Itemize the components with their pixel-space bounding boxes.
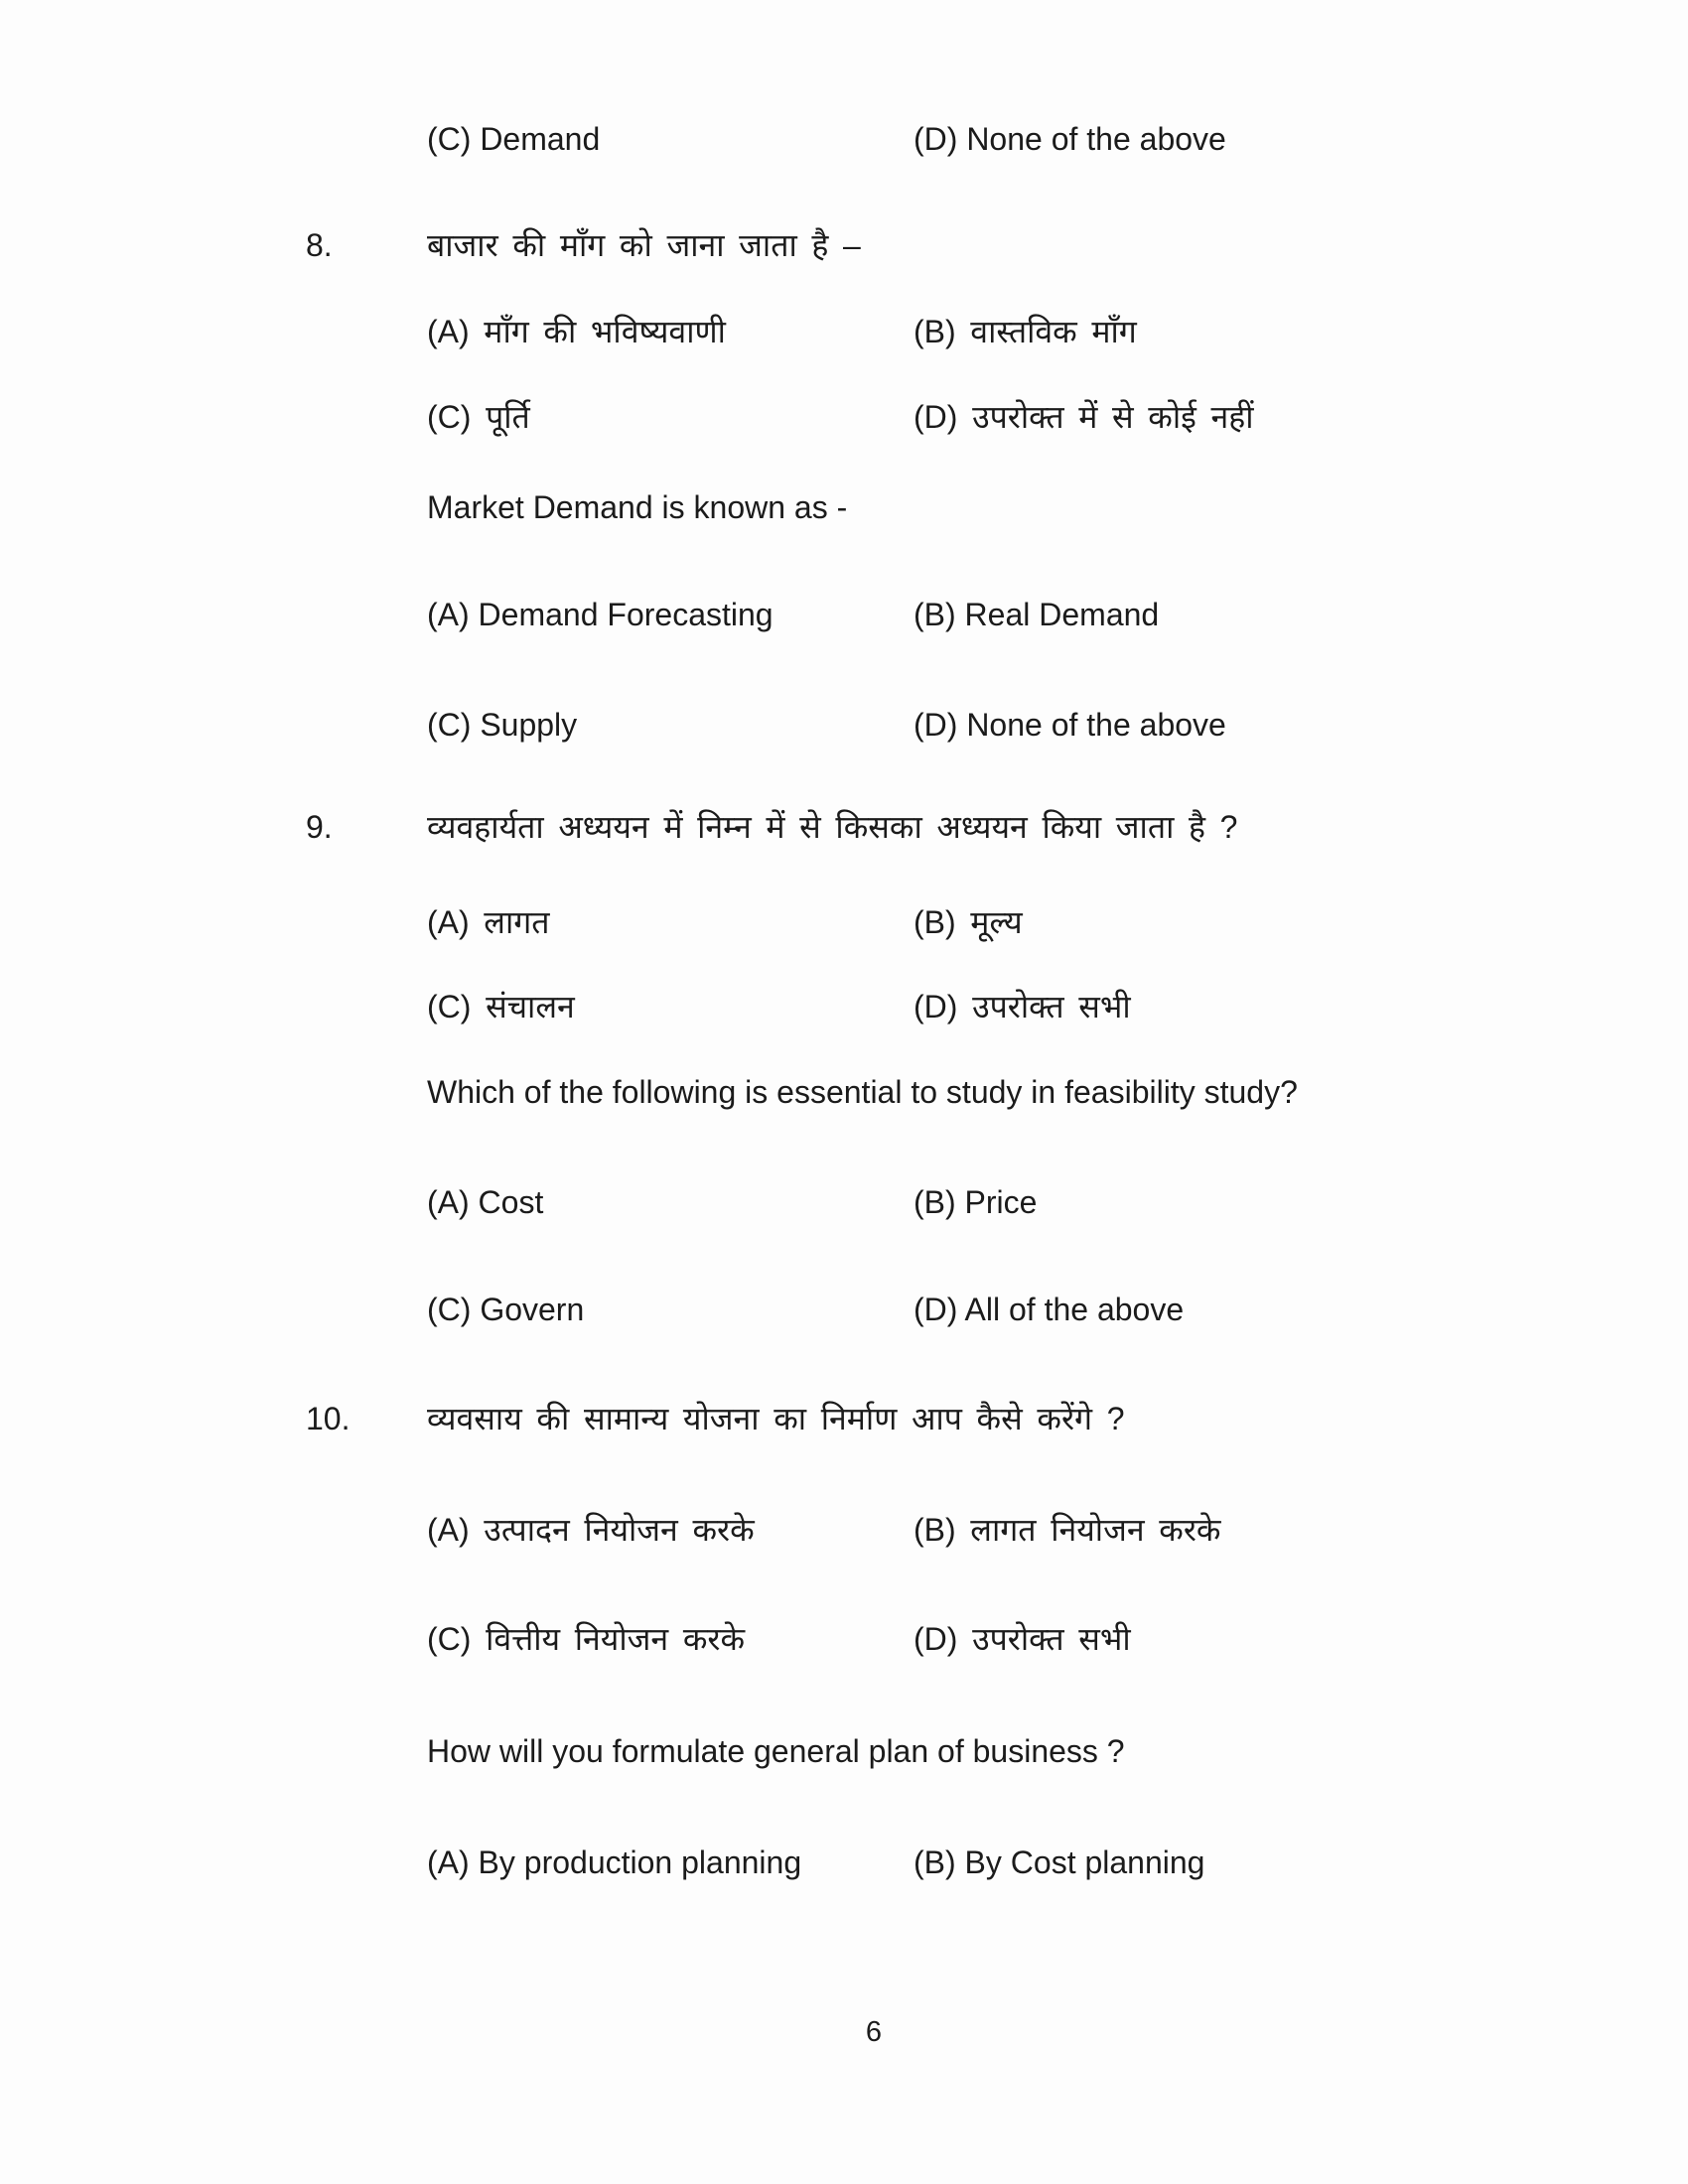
question-10-hindi-options-ab xyxy=(0,1510,1688,1554)
option-c: (C) Supply xyxy=(427,707,578,743)
question-text-english: Market Demand is known as - xyxy=(427,489,848,525)
question-text-english: How will you formulate general plan of business ? xyxy=(427,1733,1125,1769)
option-d: (D) उपरोक्त सभी xyxy=(914,989,1131,1024)
option-d: (D) उपरोक्त में से कोई नहीं xyxy=(914,399,1254,435)
option-d: (D) None of the above xyxy=(914,707,1226,743)
question-9-english-options-ab xyxy=(0,1182,1688,1226)
question-10-english xyxy=(0,1731,1688,1775)
option-c: (C) वित्तीय नियोजन करके xyxy=(427,1621,746,1657)
question-8-english xyxy=(0,487,1688,531)
question-8-hindi-options-cd xyxy=(0,397,1688,441)
question-8-english-options-cd xyxy=(0,705,1688,749)
option-b: (B) लागत नियोजन करके xyxy=(914,1512,1221,1548)
question-8-hindi xyxy=(0,225,1688,269)
question-9-hindi xyxy=(0,807,1688,851)
question-10-english-options-ab xyxy=(0,1843,1688,1886)
option-d: (D) None of the above xyxy=(914,121,1226,157)
option-c: (C) Demand xyxy=(427,121,601,157)
option-b: (B) मूल्य xyxy=(914,904,1023,940)
option-a: (A) माँग की भविष्यवाणी xyxy=(427,314,726,349)
question-number: 9. xyxy=(306,809,333,845)
question-text-hindi: व्यवहार्यता अध्ययन में निम्न में से किसका अध्ययन किया जाता है ? xyxy=(427,809,1238,845)
option-b: (B) By Cost planning xyxy=(914,1844,1205,1880)
question-number: 8. xyxy=(306,227,333,263)
option-a: (A) Demand Forecasting xyxy=(427,597,774,632)
option-a: (A) लागत xyxy=(427,904,550,940)
page-number: 6 xyxy=(865,2016,883,2048)
carryover-options-row xyxy=(0,119,1688,163)
option-c: (C) संचालन xyxy=(427,989,575,1024)
question-9-hindi-options-cd xyxy=(0,987,1688,1030)
option-a: (A) Cost xyxy=(427,1184,544,1220)
option-c: (C) पूर्ति xyxy=(427,399,530,435)
option-b: (B) Price xyxy=(914,1184,1038,1220)
option-c: (C) Govern xyxy=(427,1292,585,1327)
option-b: (B) वास्तविक माँग xyxy=(914,314,1137,349)
question-9-english-options-cd xyxy=(0,1290,1688,1333)
option-b: (B) Real Demand xyxy=(914,597,1160,632)
question-text-english: Which of the following is essential to study in feasibility study? xyxy=(427,1074,1298,1110)
question-8-english-options-ab xyxy=(0,595,1688,638)
option-d: (D) उपरोक्त सभी xyxy=(914,1621,1131,1657)
question-text-hindi: व्यवसाय की सामान्य योजना का निर्माण आप कैसे करेंगे ? xyxy=(427,1401,1125,1436)
option-d: (D) All of the above xyxy=(914,1292,1185,1327)
question-9-english xyxy=(0,1072,1688,1116)
question-number: 10. xyxy=(306,1401,351,1436)
option-a: (A) उत्पादन नियोजन करके xyxy=(427,1512,755,1548)
question-10-hindi-options-cd xyxy=(0,1619,1688,1663)
question-8-hindi-options-ab xyxy=(0,312,1688,355)
question-10-hindi xyxy=(0,1399,1688,1442)
option-a: (A) By production planning xyxy=(427,1844,802,1880)
question-text-hindi: बाजार की माँग को जाना जाता है – xyxy=(427,227,861,263)
question-9-hindi-options-ab xyxy=(0,902,1688,946)
